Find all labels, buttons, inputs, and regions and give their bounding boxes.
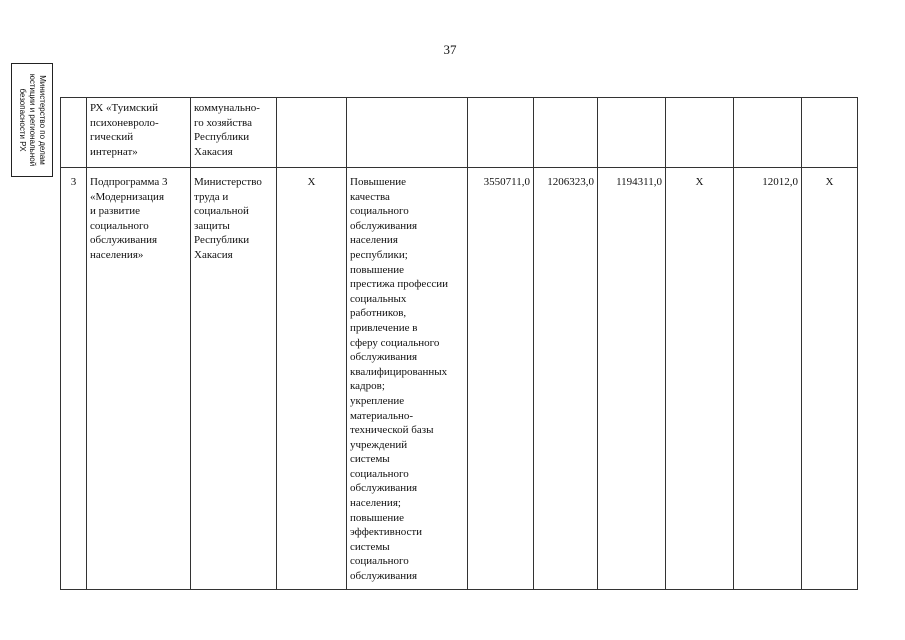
registration-stamp	[11, 63, 53, 177]
row-number: 3	[61, 168, 87, 590]
table-cell	[468, 98, 534, 168]
table-cell	[666, 98, 734, 168]
program-table	[60, 97, 858, 590]
stamp-line: Министерство по делам	[38, 75, 47, 165]
table-row	[61, 168, 858, 590]
funding-total: 3550711,0	[468, 168, 534, 590]
stamp-line: юстиции и региональной	[28, 73, 37, 167]
program-table-container	[60, 97, 858, 590]
subprogram-name: Подпрограмма 3 «Модернизация и развитие социального обслуживания населения»	[87, 168, 191, 590]
funding-value: 12012,0	[734, 168, 802, 590]
goals-description: Повышение качества социального обслуживания населения республики; повышение престижа профессии социальных работников, привлечение в сферу социального обслуживания квалифицированных кадров; укрепление материально- технической базы учреждений системы социального обслуживания населения; повышение эффективности системы социального обслуживания	[347, 168, 468, 590]
funding-value: 1194311,0	[598, 168, 666, 590]
responsible-executor: Министерство труда и социальной защиты Республики Хакасия	[191, 168, 277, 590]
table-cell-mark: X	[666, 168, 734, 590]
page-number: 37	[443, 42, 457, 57]
table-cell-executor: коммунально- го хозяйства Республики Хакасия	[191, 98, 277, 168]
table-cell	[277, 98, 347, 168]
table-cell	[598, 98, 666, 168]
funding-value: 1206323,0	[534, 168, 598, 590]
table-cell	[534, 98, 598, 168]
table-cell	[802, 98, 858, 168]
table-cell-mark: X	[802, 168, 858, 590]
table-cell-institution: РХ «Туимский психоневроло- гический интернат»	[87, 98, 191, 168]
table-cell	[734, 98, 802, 168]
table-cell	[61, 98, 87, 168]
stamp-line: безопасности РХ	[18, 88, 27, 152]
table-row	[61, 98, 858, 168]
table-cell-mark: X	[277, 168, 347, 590]
table-cell	[347, 98, 468, 168]
